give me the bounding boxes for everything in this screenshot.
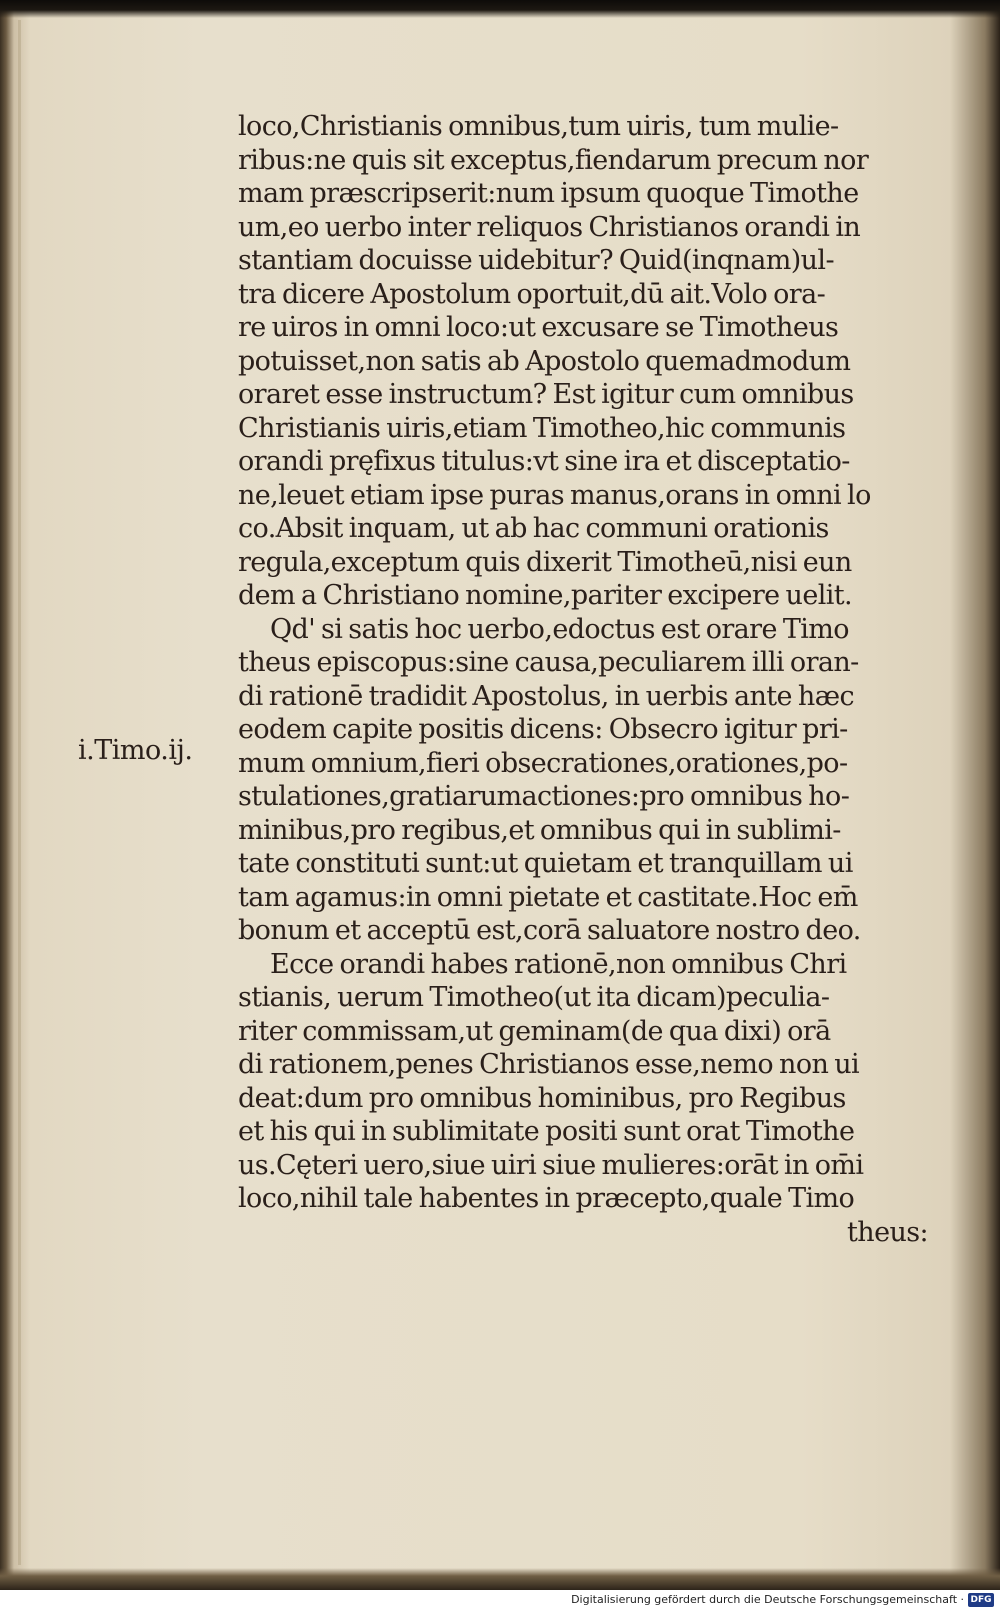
text-line: co.Absit inquam, ut ab hac communi orationis — [238, 513, 829, 544]
text-line: potuisset,non satis ab Apostolo quemadmodum — [238, 345, 851, 377]
text-line: mam præscripserit:num ipsum quoque Timothe — [238, 178, 859, 209]
body-text — [238, 110, 928, 1249]
text-line: Christianis uiris,etiam Timotheo,hic communis — [238, 412, 846, 444]
text-line: um,eo uerbo inter reliquos Christianos orandi in — [238, 211, 861, 243]
text-line: loco,nihil tale habentes in præcepto,quale Timo — [238, 1183, 855, 1214]
text-line: Qd' si satis hoc uerbo,edoctus est orare Timo — [270, 613, 849, 645]
text-line: dem a Christiano nomine,pariter excipere uelit. — [238, 580, 853, 611]
text-line: us.Cęteri uero,siue uiri siue mulieres:orāt in om̄i — [238, 1149, 864, 1181]
text-line: bonum et acceptū est,corā saluatore nostro deo. — [238, 915, 861, 946]
text-line: orandi pręfixus titulus:vt sine ira et disceptatio- — [238, 446, 850, 477]
text-line: minibus,pro regibus,et omnibus qui in sublimi- — [238, 814, 841, 846]
text-line: stulationes,gratiarumactiones:pro omnibus ho- — [238, 781, 850, 812]
margin-note: i.Timo.ij. — [78, 735, 193, 766]
page-top-edge — [0, 0, 1000, 18]
text-line: di rationem,penes Christianos esse,nemo non ui — [238, 1049, 860, 1080]
text-line: riter commissam,ut geminam(de qua dixi) orā — [238, 1015, 831, 1047]
text-line: mum omnium,fieri obsecrationes,orationes,po- — [238, 747, 848, 779]
page-bottom-edge — [0, 1568, 1000, 1590]
text-line: tra dicere Apostolum oportuit,dū ait.Volo ora- — [238, 278, 826, 310]
text-line: tam agamus:in omni pietate et castitate.Hoc em̄ — [238, 881, 858, 913]
text-line: ne,leuet etiam ipse puras manus,orans in omni lo — [238, 479, 871, 511]
text-line: deat:dum pro omnibus hominibus, pro Regibus — [238, 1082, 846, 1114]
text-line: stantiam docuisse uidebitur? Quid(inqnam)ul- — [238, 245, 834, 276]
catchword: theus: — [847, 1216, 928, 1248]
text-line: tate constituti sunt:ut quietam et tranquillam ui — [238, 848, 853, 879]
text-line: re uiros in omni loco:ut excusare se Timotheus — [238, 312, 839, 343]
text-line: ribus:ne quis sit exceptus,fiendarum precum nor — [238, 144, 869, 176]
text-line: stianis, uerum Timotheo(ut ita dicam)peculia- — [238, 982, 830, 1013]
text-line: loco,Christianis omnibus,tum uiris, tum mulie- — [238, 111, 839, 142]
text-line: regula,exceptum quis dixerit Timotheū,nisi eun — [238, 546, 852, 578]
text-line: theus episcopus:sine causa,peculiarem illi oran- — [238, 647, 859, 678]
binding-shadow — [18, 20, 21, 1565]
text-line: eodem capite positis dicens: Obsecro igitur pri- — [238, 714, 848, 745]
text-line: Ecce orandi habes rationē,non omnibus Chri — [270, 948, 847, 980]
text-line: di rationē tradidit Apostolus, in uerbis ante hæc — [238, 680, 854, 712]
footer-bar — [0, 1590, 1000, 1611]
text-line: oraret esse instructum? Est igitur cum omnibus — [238, 379, 854, 410]
text-line: et his qui in sublimitate positi sunt orat Timothe — [238, 1116, 855, 1147]
dfg-logo-icon: DFG — [968, 1593, 994, 1607]
footer-credit: Digitalisierung gefördert durch die Deutsche Forschungsgemeinschaft · — [571, 1593, 964, 1606]
